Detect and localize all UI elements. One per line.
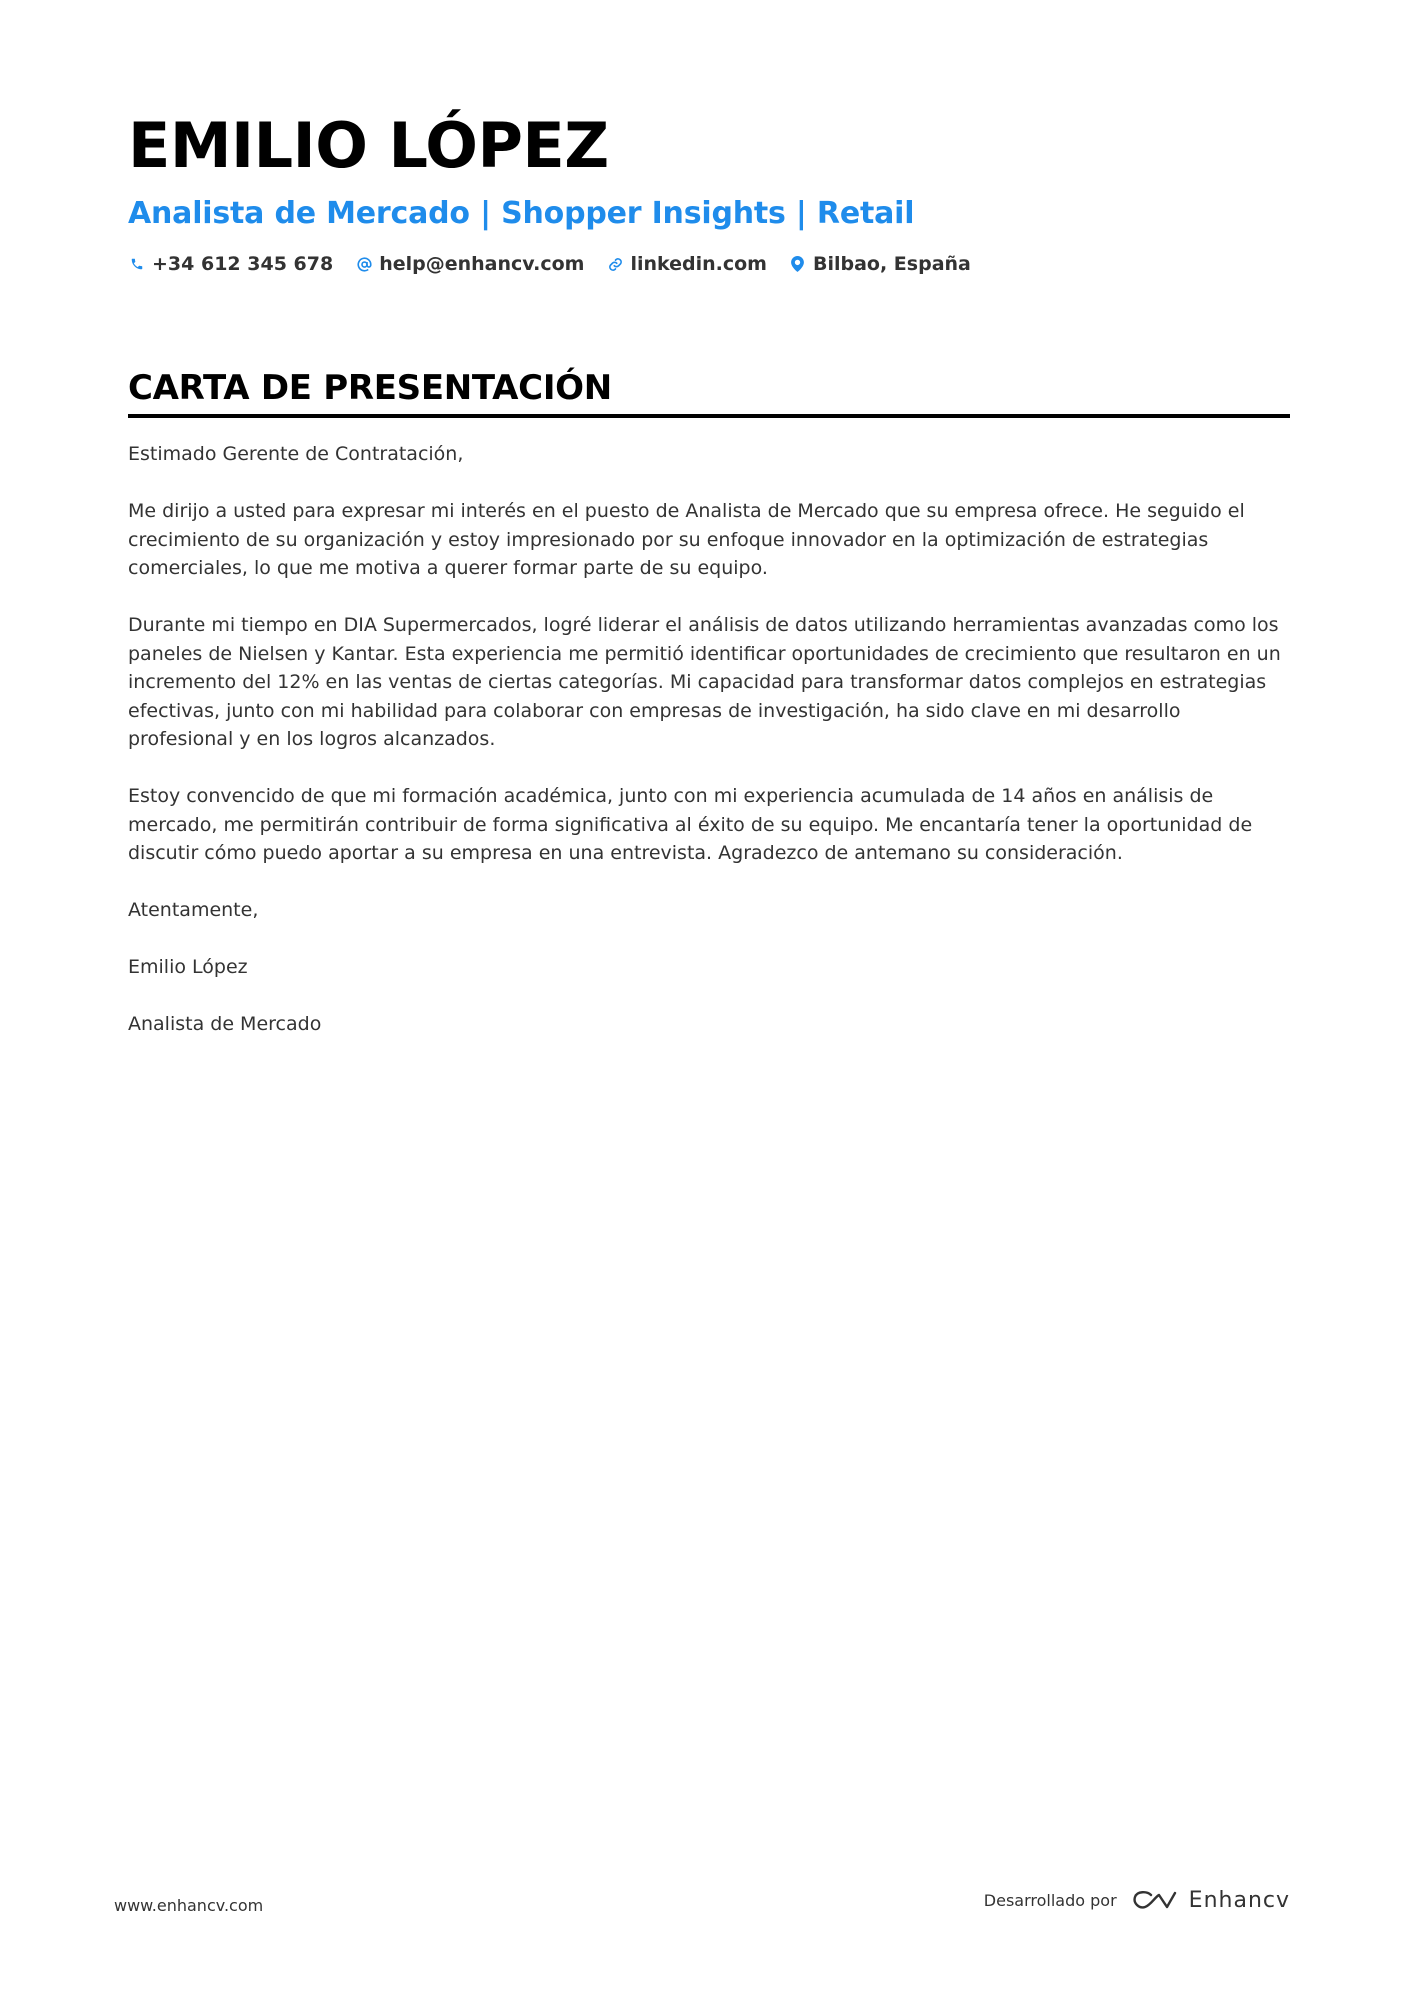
contact-email-text: help@enhancv.com bbox=[379, 253, 585, 275]
enhancv-logo-icon bbox=[1131, 1889, 1177, 1913]
enhancv-logo[interactable] bbox=[1131, 1888, 1290, 1913]
powered-by-label: Desarrollado por bbox=[983, 1891, 1117, 1910]
at-icon bbox=[355, 254, 373, 274]
candidate-headline: Analista de Mercado | Shopper Insights | Retail bbox=[128, 196, 915, 231]
contact-phone-text: +34 612 345 678 bbox=[152, 253, 334, 275]
contact-linkedin-text: linkedin.com bbox=[630, 253, 767, 275]
footer-website[interactable]: www.enhancv.com bbox=[114, 1896, 264, 1915]
cover-letter-section bbox=[128, 366, 1290, 418]
contact-location-text: Bilbao, España bbox=[812, 253, 971, 275]
enhancv-wordmark: Enhancv bbox=[1188, 1888, 1290, 1913]
contact-bar bbox=[128, 253, 1290, 275]
letter-paragraph: Me dirijo a usted para expresar mi interés en el puesto de Analista de Mercado que su empresa ofrece. He seguido el crecimiento de su organización y estoy impresionado por su enfoque innovador en la optimización de estrategias comerciales, lo que me motiva a querer formar parte de su equipo. bbox=[128, 500, 1245, 579]
signature-name: Emilio López bbox=[128, 956, 248, 978]
candidate-name: EMILIO LÓPEZ bbox=[128, 109, 609, 182]
footer-branding bbox=[984, 1888, 1290, 1913]
letter-closing: Atentamente, bbox=[128, 899, 259, 921]
letter-paragraph: Durante mi tiempo en DIA Supermercados, logré liderar el análisis de datos utilizando herramientas avanzadas como los paneles de Nielsen y Kantar. Esta experiencia me permitió identificar oportunidades de crecimiento que resultaron en un incremento del 12% en las ventas de ciertas categorías. Mi capacidad para transformar datos complejos en estrategias efectivas, junto con mi habilidad para colaborar con empresas de investigación, ha sido clave en mi desarrollo profesional y en los logros alcanzados. bbox=[128, 614, 1281, 750]
section-divider bbox=[128, 414, 1290, 418]
contact-email[interactable] bbox=[355, 253, 584, 275]
contact-linkedin[interactable] bbox=[606, 253, 767, 275]
link-icon bbox=[606, 254, 624, 274]
header bbox=[128, 106, 1290, 275]
letter-paragraph: Estoy convencido de que mi formación académica, junto con mi experiencia acumulada de 14 años en análisis de mercado, me permitirán contribuir de forma significativa al éxito de su equipo. Me encantaría tener la oportunidad de discutir cómo puedo aportar a su empresa en una entrevista. Agradezco de antemano su consideración. bbox=[128, 785, 1253, 864]
letter-greeting: Estimado Gerente de Contratación, bbox=[128, 443, 464, 465]
contact-location bbox=[789, 253, 971, 275]
signature-title: Analista de Mercado bbox=[128, 1013, 322, 1035]
section-title: CARTA DE PRESENTACIÓN bbox=[128, 368, 612, 408]
contact-phone[interactable] bbox=[128, 253, 333, 275]
letter-body bbox=[128, 440, 1290, 1067]
phone-icon bbox=[128, 254, 146, 274]
location-pin-icon bbox=[789, 254, 807, 274]
